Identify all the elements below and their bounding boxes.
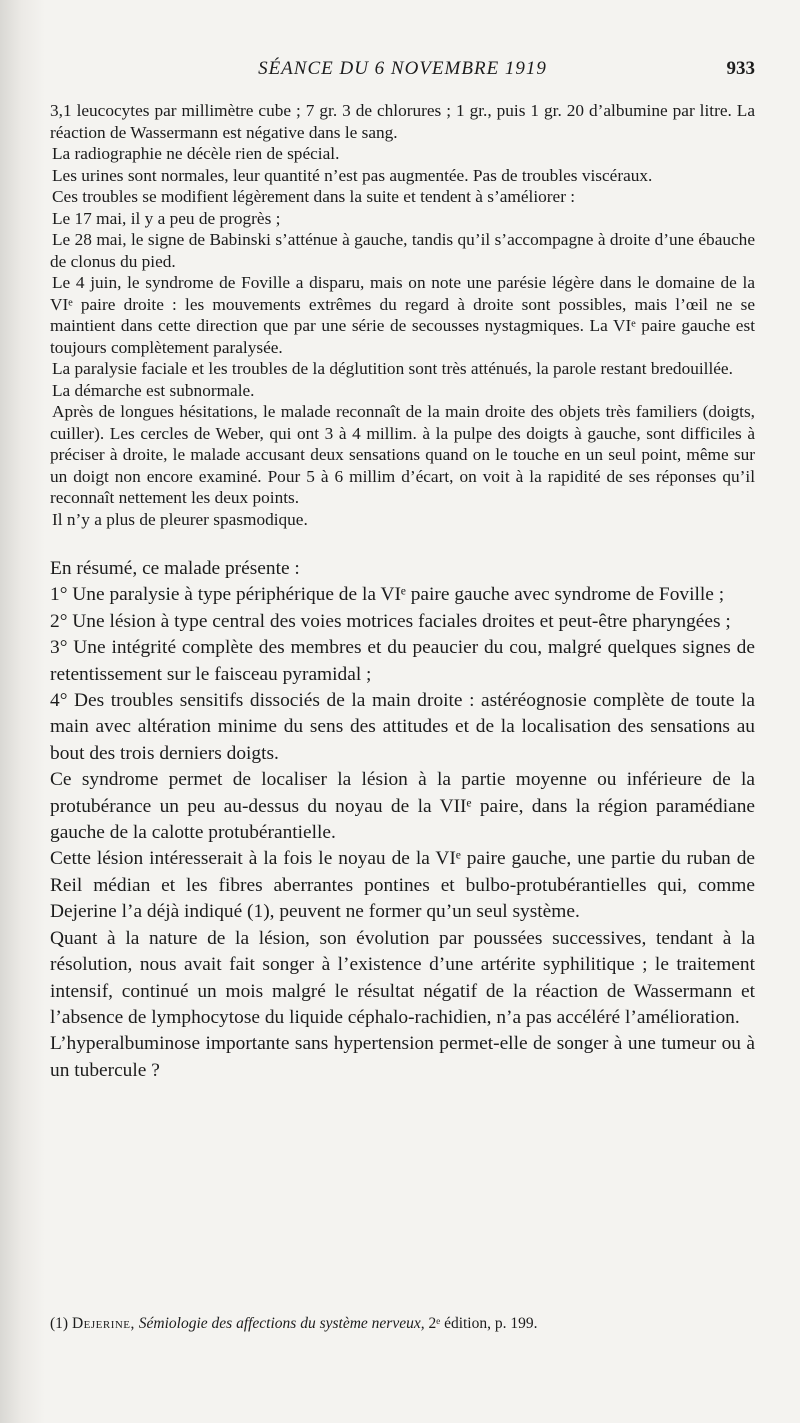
footnote-edition: 2ᵉ édition, p. 199. [428, 1315, 538, 1332]
paragraph: Le 4 juin, le syndrome de Foville a disparu, mais on note une parésie légère dans le domaine de la VIᵉ paire droite : les mouvements extrêmes du regard à droite sont possibles, mais l’œil ne se maintient dans cette direction que par une série de secousses nystagmiques. La VIᵉ paire gauche est toujours complètement paralysée. [50, 273, 755, 357]
paragraph: Le 17 mai, il y a peu de progrès ; [52, 208, 281, 228]
paragraph: 2° Une lésion à type central des voies motrices faciales droites et peut-être pharyngées ; [50, 610, 731, 632]
paragraph: L’hyperalbuminose importante sans hypertension permet-elle de songer à une tumeur ou à un tubercule ? [50, 1033, 755, 1081]
paragraph: Quant à la nature de la lésion, son évolution par poussées successives, tendant à la résolution, nous avait fait songer à l’existence d’une artérite syphilitique ; le traitement intensif, continué un mois malgré le résultat négatif de la réaction de Wassermann et l’absence de lymphocytose du liquide céphalo-rachidien, n’a pas accéléré l’amélioration. [50, 927, 755, 1028]
paragraph: 4° Des troubles sensitifs dissociés de la main droite : astéréognosie complète de toute la main avec altération minime du sens des attitudes et de la localisation des sensations au bout des trois derniers doigts. [50, 690, 755, 764]
running-title: SÉANCE DU 6 NOVEMBRE 1919 [258, 58, 547, 79]
paragraph: Le 28 mai, le signe de Babinski s’atténue à gauche, tandis qu’il s’accompagne à droite d’une ébauche de clonus du pied. [50, 230, 755, 271]
footnote-marker: (1) [50, 1315, 69, 1332]
paragraph: La paralysie faciale et les troubles de la déglutition sont très atténués, la parole restant bredouillée. [52, 359, 733, 378]
paragraph: Ces troubles se modifient légèrement dans la suite et tendent à s’améliorer : [52, 187, 576, 206]
paragraph: Après de longues hésitations, le malade reconnaît de la main droite des objets très familiers (doigts, cuiller). Les cercles de Weber, qui ont 3 à 4 millim. à la pulpe des doigts à gauche, sont difficiles à préciser à droite, le malade accusant deux sensations quand on le touche en un seul point, même sur un doigt non encore examiné. Pour 5 à 6 millim d’écart, on voit à la rapidité de ses réponses qu’il reconnaît nettement les deux points. [50, 402, 755, 507]
paragraph: 3,1 leucocytes par millimètre cube ; 7 gr. 3 de chlorures ; 1 gr., puis 1 gr. 20 d’albumine par litre. La réaction de Wassermann est négative dans le sang. [50, 101, 755, 142]
paragraph: 3° Une intégrité complète des membres et du peaucier du cou, malgré quelques signes de retentissement sur le faisceau pyramidal ; [50, 637, 755, 685]
page-number: 933 [726, 58, 755, 79]
footnote-work: Sémiologie des affections du système nerveux, [138, 1315, 425, 1332]
paragraph: Il n’y a plus de pleurer spasmodique. [52, 509, 308, 529]
paragraph: Les urines sont normales, leur quantité n’est pas augmentée. Pas de troubles viscéraux. [52, 165, 653, 185]
page-header [50, 58, 755, 86]
summary-heading: En résumé, ce malade présente : [50, 558, 300, 579]
paragraph: Cette lésion intéresserait à la fois le noyau de la VIᵉ paire gauche, une partie du ruban de Reil médian et les fibres aberrantes pontines et bulbo-protubérantielles qui, comme Dejerine l’a déjà indiqué (1), peuvent ne former qu’un seul système. [50, 848, 755, 923]
footnote-author: Dejerine, [71, 1315, 135, 1332]
section-gap [50, 530, 755, 556]
page-body [50, 100, 755, 1084]
paragraph: La radiographie ne décèle rien de spécial. [52, 144, 340, 163]
paragraph: 1° Une paralysie à type périphérique de la VIᵉ paire gauche avec syndrome de Foville ; [50, 584, 725, 606]
paragraph: La démarche est subnormale. [52, 380, 255, 400]
footnote [50, 1314, 755, 1334]
paragraph: Ce syndrome permet de localiser la lésion à la partie moyenne ou inférieure de la protubérance un peu au-dessus du noyau de la VIIᵉ paire, dans la région paramédiane gauche de la calotte protubérantielle. [50, 769, 755, 844]
